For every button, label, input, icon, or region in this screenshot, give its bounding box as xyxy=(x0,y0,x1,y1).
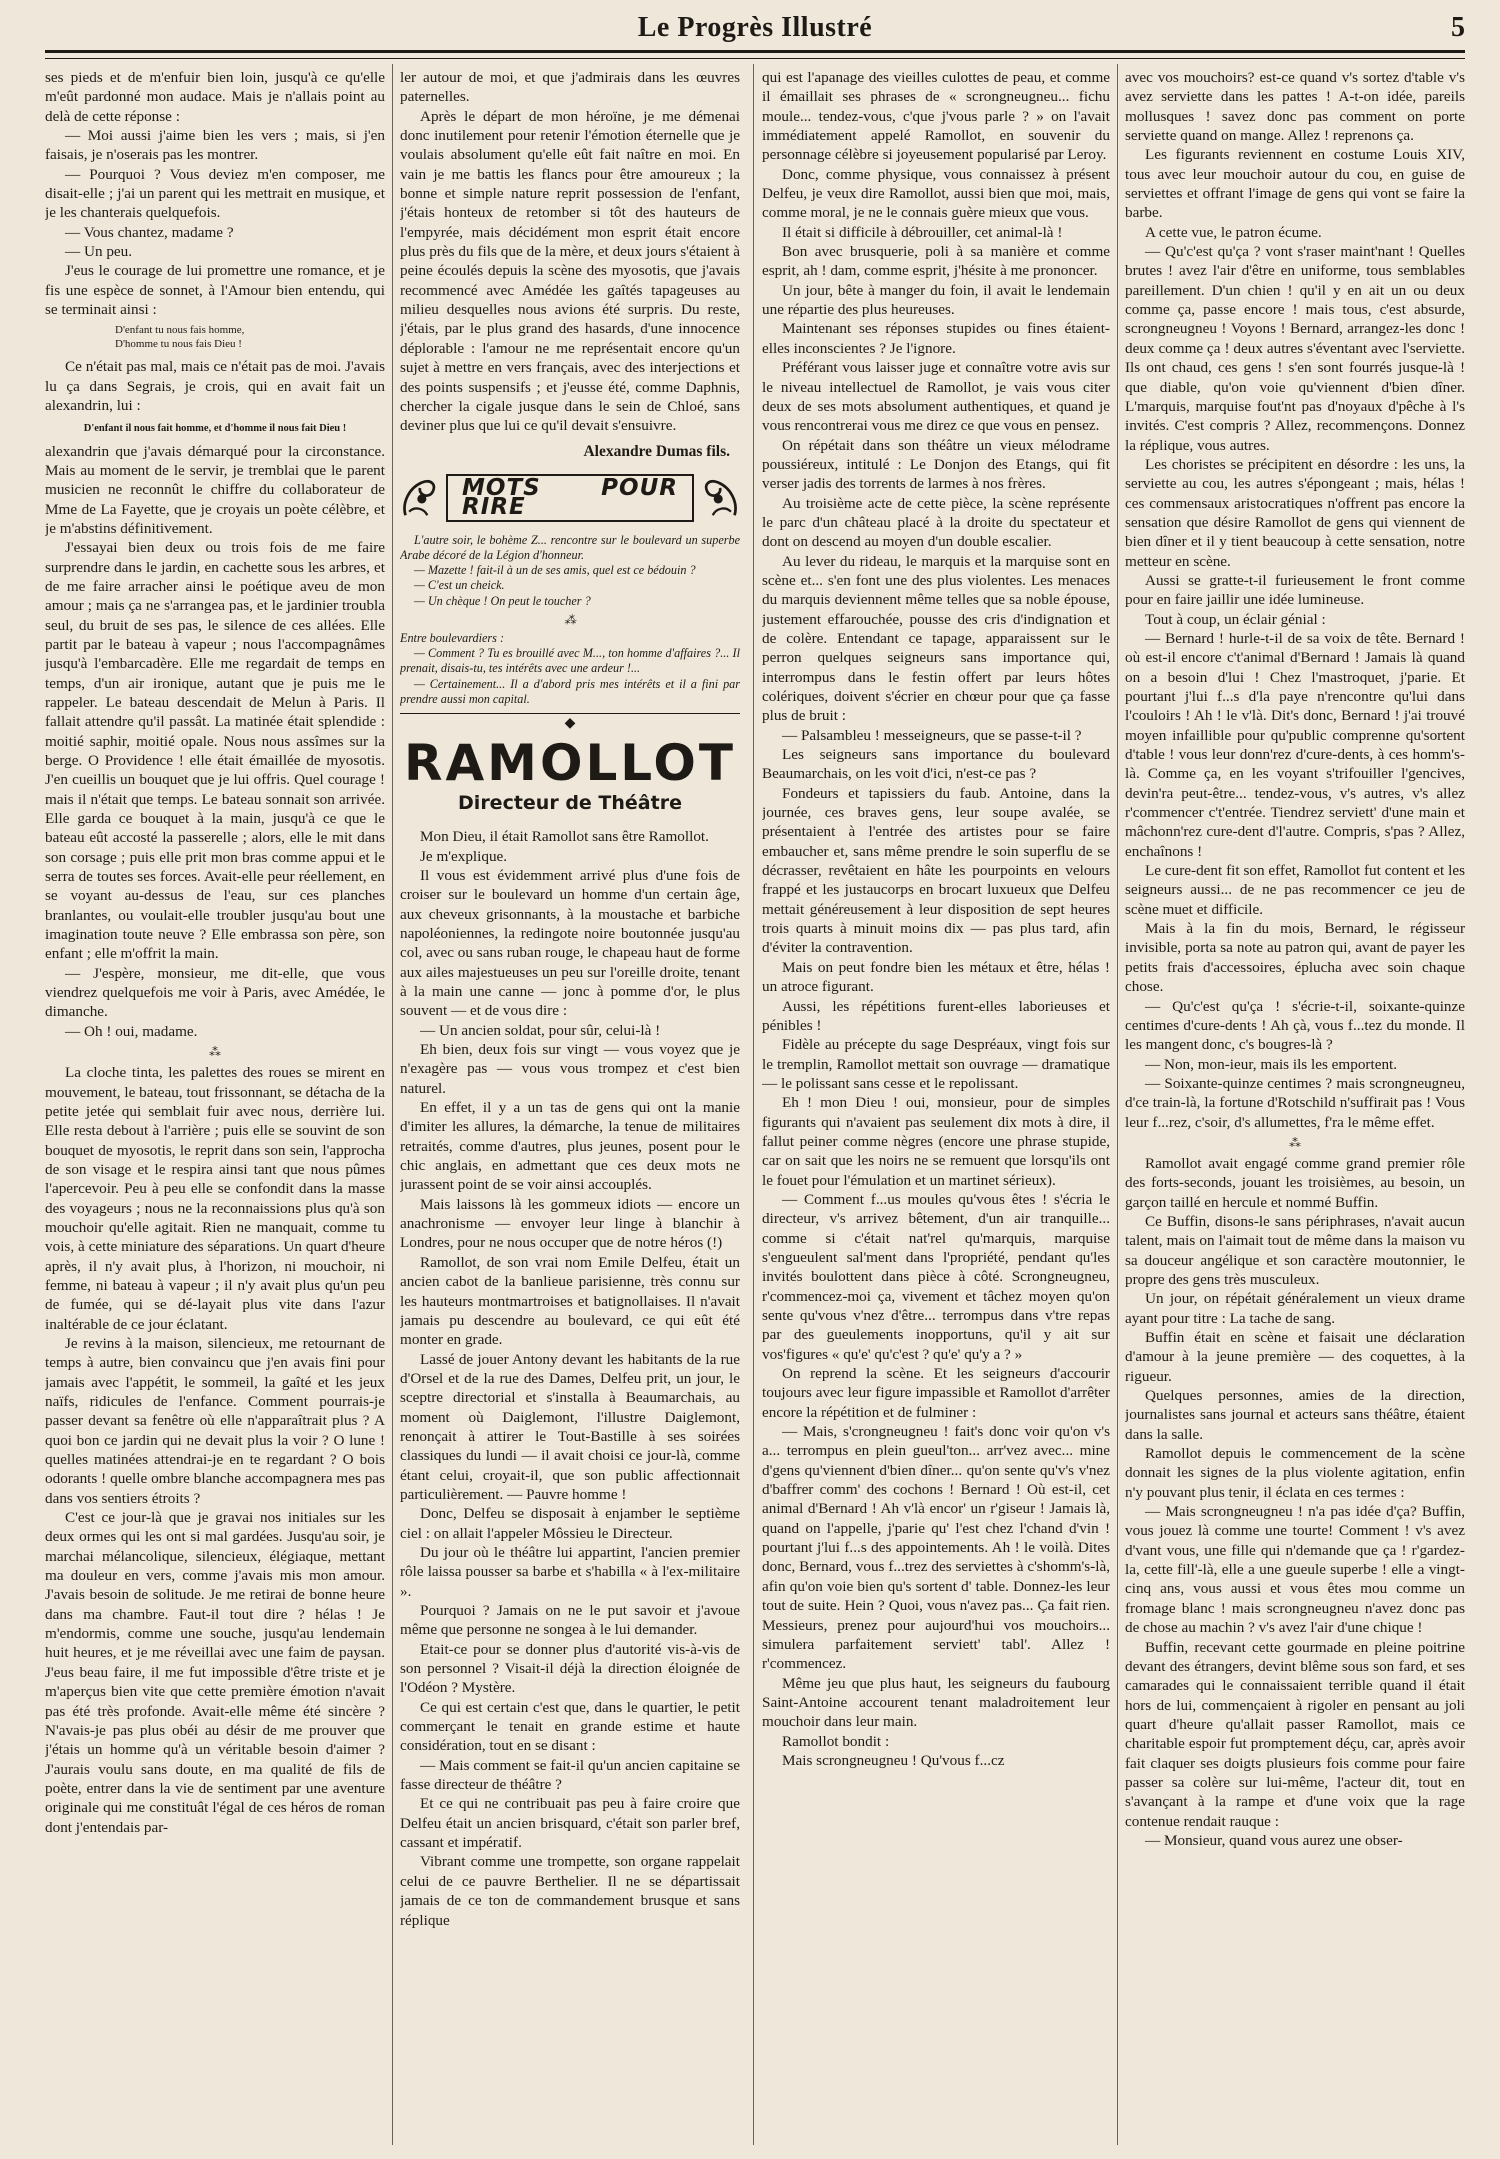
header-rule xyxy=(45,50,1465,59)
paragraph: Ramollot, de son vrai nom Emile Delfeu, était un ancien cabot de la banlieue parisienne, très connu sur les hauteurs montmartroises et batignollaises. Il n'avait jamais pu descendre au boulevard, ce qui eût été monter en grade. xyxy=(400,1253,740,1349)
column-4 xyxy=(1125,68,1465,2145)
paragraph: Préférant vous laisser juge et connaître votre avis sur le niveau intellectuel de Ramollot, je vais vous citer deux de ses mots absolument authentiques, et quand je vous rencontrerai vous me direz ce que vous en pensez. xyxy=(762,359,1110,435)
paragraph: Tout à coup, un éclair génial : xyxy=(1145,610,1326,628)
paragraph: Buffin, recevant cette gourmade en pleine poitrine devant des étrangers, devint blême sous son fard, et ses camarades qui le connaissaient terrible quand il était hors de lui, commençaient à rigoler en pensant au joli quart d'heure qu'allait passer Ramollot, mais ce charitable espoir fut promptement déçu, car, après avoir fait claquer ses doigts plusieurs fois comme pour faire passer sa colère sur lui-même, l'acteur dit, tout en s'avançant à la rampe et d'une voix que la rage contenue rendait rauque : xyxy=(1125,1638,1465,1830)
joke-line: — Comment ? Tu es brouillé avec M..., ton homme d'affaires ?... Il prenait, disais-tu, tes intérêts avec une ardeur !... xyxy=(400,646,740,676)
paragraph: — Moi aussi j'aime bien les vers ; mais, si j'en faisais, je n'oserais pas les montrer. xyxy=(45,127,385,164)
paragraph: — Bernard ! hurle-t-il de sa voix de tête. Bernard ! où est-il encore c't'animal d'Bernard ! Jamais là quand on a besoin d'lui ! Chez l'mastroquet, j'parie. Et pourtant j'lui f...s d'la paye n'rencontre qu'lui dans l'couloirs ! Ah ! le v'là. Dit's donc, Bernard ! j'ai trouvé moyen infaillible pour qu'public comprenne qu'sortent d'table ! vous leur donn'rez d'cure-dents, à ces homm's-là. Comme ça, en les voyant s'trifouiller l'gencives, devin'ra peut-être... tendez-vous, v's autres, v's allez r'commencer c't'entrée. Tiendrez serviett' d'une main et mâchonn'rez cure-dent d'l'autre. Compris, s'pas ? Allez, enchaînons ! xyxy=(1125,629,1465,860)
paragraph: — Monsieur, quand vous aurez une obser- xyxy=(1145,1831,1403,1849)
paragraph: Il vous est évidemment arrivé plus d'une fois de croiser sur le boulevard un homme d'un certain âge, aux cheveux grisonnants, à la moustache et barbiche napoléoniennes, la redingote noire boutonnée jusqu'au col, avec ou sans ruban rouge, le chapeau haut de forme aux ailes majestueuses un peu sur l'oreille droite, tenant à la main une canne — jonc à pomme d'or, le plus souvent — et de vous dire : xyxy=(400,866,740,1020)
paragraph: avec vos mouchoirs? est-ce quand v's sortez d'table v's avez serviette dans les pattes ! A-t-on idée, pareils mollusques ! savez donc pas comment on porte serviette quand on mange. Allez ! reprenons ça. xyxy=(1125,69,1465,145)
column-3 xyxy=(762,68,1110,2145)
section-separator: ◆ xyxy=(400,713,740,733)
paragraph: — Oh ! oui, madame. xyxy=(65,1022,198,1040)
paragraph: Ramollot bondit : xyxy=(782,1732,890,1750)
paragraph: J'essayai bien deux ou trois fois de me faire surprendre dans le jardin, en cachette sous les arbres, et de me faire arracher ainsi le poétique aveu de mon amour ; mais ça ne s'arrangea pas, et le jardinier troubla seul, du bruit de ses pas, le silence de ces allées. Elle partit par le bateau à vapeur ; nous l'accompagnâmes jusqu'à l'embarcadère. Elle me regardait de temps en temps, d'un air ironique, autant que je puis me le rappeler. Le bateau descendait de Melun à Paris. Il fallait attendre qu'il passât. La matinée était splendide : moitié saphir, moitié opale. Nous nous assîmes sur la berge. O Providence ! elle était émaillée de myosotis. J'en cueillis un bouquet que je lui offris. Quel courage ! mais il n'était que temps. Le bateau sonnait son arrivée. Elle garda ce bouquet à la main, jusqu'à ce que le bateau eût accosté la passerelle ; alors, elle le mit dans son corsage ; puis elle prit mon bras comme appui et le serra de toutes ses forces. Avait-elle peur réellement, en se voyant au-dessus de l'eau, sur ces planches branlantes, ou voulait-elle troubler jusqu'au bout une imagination toute neuve ? Elle embrassa son père, son enfant ; elle m'offrit la main. xyxy=(45,539,385,963)
paragraph: — J'espère, monsieur, me dit-elle, que vous viendrez quelquefois me voir à Paris, avec Amédée, le dimanche. xyxy=(45,964,385,1021)
page-number: 5 xyxy=(1451,12,1465,43)
paragraph: Ramollot avait engagé comme grand premier rôle des forts-seconds, jouant les troisièmes, au besoin, un garçon taillé en hercule et nommé Buffin. xyxy=(1125,1154,1465,1211)
paragraph: Les figurants reviennent en costume Louis XIV, tous avec leur mouchoir autour du cou, en guise de serviettes et offrant l'image de gens qui vont se faire la barbe. xyxy=(1125,146,1465,222)
paragraph: Aussi, les répétitions furent-elles laborieuses et pénibles ! xyxy=(762,997,1110,1034)
paragraph: Ce Buffin, disons-le sans périphrases, n'avait aucun talent, mais on l'aimait tout de même dans la maison vu sa douceur angélique et son caractère moutonnier, le propre des gens très musculeux. xyxy=(1125,1212,1465,1288)
paragraph: Bon avec brusquerie, poli à sa manière et comme esprit, ah ! dam, comme esprit, j'hésite à me prononcer. xyxy=(762,243,1110,280)
paragraph: Buffin était en scène et faisait une déclaration d'amour à la jeune première — des coquettes, à la rigueur. xyxy=(1125,1329,1465,1385)
paragraph: On répétait dans son théâtre un vieux mélodrame poussiéreux, intitulé : Le Donjon des Etangs, qui fit verser jadis des torrents de larmes à nos frères. xyxy=(762,436,1110,493)
paragraph: Aussi se gratte-t-il furieusement le front comme pour en faire jaillir une idée lumineuse. xyxy=(1125,571,1465,609)
paragraph: Le cure-dent fit son effet, Ramollot fut content et les seigneurs aussi... de ne pas recommencer ce jeu de scène muet et difficile. xyxy=(1125,862,1465,918)
paragraph: Après le départ de mon héroïne, je me démenai donc inutilement pour retenir l'émotion éternelle que je voulais absolument qu'elle eût fait naître en moi. En vain je me battis les flancs pour être amoureux ; la bonne et simple nature reprit possession de l'enfant, j'étais honteux de retomber si tôt des hauteurs de l'empyrée, mais décidément mon esprit était encore plus près du fils que de la mère, et deux jours s'étaient à peine écoulés depuis la scène des myosotis, que j'avais recommencé avec Amédée les gaîtés tapageuses au milieu desquelles nous avions été surpris. Du reste, j'étais, par le plus grand des hasards, d'une innocence déplorable : l'amour ne me représentait encore qu'un sujet à mettre en vers français, avec des interjections et des points suspensifs ; et j'eusse été, comme Daphnis, chercher la cigale jusque dans le sein de Chloé, sans deviner plus que lui ce qu'il devait s'ensuivre. xyxy=(400,107,740,435)
paragraph: Les choristes se précipitent en désordre : les uns, la serviette au cou, les autres s'épongeant ; mais, hélas ! ces commensaux aristocratiques n'offrent pas encore la sensation que désire Ramollot de gens qui viennent de bien dîner et il y tient beaucoup à cette sensation, notre metteur en scène. xyxy=(1125,455,1465,570)
paragraph: Eh bien, deux fois sur vingt — vous voyez que je n'exagère pas — vous vous trompez et c'est bien naturel. xyxy=(400,1041,740,1097)
paragraph: Fondeurs et tapissiers du faub. Antoine, dans la journée, ces braves gens, leur soupe avalée, se présentaient à l'entrée des artistes pour se faire embaucher et, sans même prendre le soin superflu de se décrasser, revêtaient en hâte les pourpoints en velours frappé et les justaucorps en brocart luxueux que Delfeu mettait généreusement à leur disposition de sept heures trois quarts à minuit moins dix — pas plus tard, afin d'éviter la contravention. xyxy=(762,784,1110,957)
paragraph: Pourquoi ? Jamais on ne le put savoir et j'avoue même que personne ne songea à le lui demander. xyxy=(400,1602,740,1639)
paragraph: — Mais comment se fait-il qu'un ancien capitaine se fasse directeur de théâtre ? xyxy=(400,1756,740,1794)
verse-line: D'enfant tu nous fais homme, xyxy=(115,324,245,337)
paragraph: ses pieds et de m'enfuir bien loin, jusqu'à ce qu'elle m'eût pardonné mon audace. Mais je n'allais point au delà de cette réponse : xyxy=(45,69,385,125)
ornament-left-icon xyxy=(400,473,440,523)
paragraph: Les seigneurs sans importance du boulevard Beaumarchais, on les voit d'ici, n'est-ce pas ? xyxy=(762,746,1110,783)
paragraph: alexandrin que j'avais démarqué pour la circonstance. Mais au moment de le servir, je tremblai que le parent musicien ne reconnût le chiffre du collaborateur de Mme de La Fayette, que je croyais un poète célèbre, et je m'abstins définitivement. xyxy=(45,442,385,537)
paragraph: Même jeu que plus haut, les seigneurs du faubourg Saint-Antoine accourent tenant maladroitement leur mouchoir dans leur main. xyxy=(762,1674,1110,1731)
paragraph: Du jour où le théâtre lui appartint, l'ancien premier rôle laissa pousser sa barbe et s'habilla « à l'ex-militaire ». xyxy=(400,1543,740,1600)
paragraph: Quelques personnes, amies de la direction, journalistes sans journal et acteurs sans théâtre, étaient dans la salle. xyxy=(1125,1387,1465,1443)
paragraph: — Qu'c'est qu'ça ? vont s'raser maint'nant ! Quelles brutes ! avez l'air d'être en uniforme, tous semblables pareillement. D'un chien ! qu'il y en ait un ou deux comme ça, passe encore ! mais tous, c'est absurde, scrongneugneu ! Voyons ! Bernard, arrangez-les donc ! deux comme ça ! deux autres s'éventant avec l'serviette. Ils ont chaud, ces gens ! s'en sont fourrés jusque-là ! que diable, qu'on voie qu'viennent d'bien dîner. L'marquis, marquise fout'nt pas d'noyaux d'pêche à l's invités. C'est compris ? Allez, recommençons. Donnez la réplique, vous autres. xyxy=(1125,243,1465,454)
ornament-right-icon xyxy=(700,473,740,523)
paragraph: — Comment f...us moules qu'vous êtes ! s'écria le directeur, v's arrivez bêtement, d'un air tranquille... comme si c'était nat'rel qu'marquis, marquise s'engueulent sal'ment dans l'propriété, pendant qu'les invités boulottent dans pièce à côté. Scrongneugneu, r'commencez-moi ça, vivement et tâchez moyen qu'on sente qu'vous v'nez d'être... terrompus dans v'tre repas par des gueulements inopportuns, qu'il y ait sur vos'figures « qu'e' qu'c'est ? qu'e' qu'y a ? » xyxy=(762,1190,1110,1363)
paragraph: Mais on peut fondre bien les métaux et être, hélas ! un atroce figurant. xyxy=(762,958,1110,996)
joke-line: — Mazette ! fait-il à un de ses amis, quel est ce bédouin ? xyxy=(414,563,696,578)
paragraph: — Soixante-quinze centimes ? mais scrongneugneu, d'ce train-là, la fortune d'Rotschild n'suffirait pas ! Vous leur f...rez, c'soir, d's allumettes, f'ra le même effet. xyxy=(1125,1074,1465,1131)
paragraph: J'eus le courage de lui promettre une romance, et je fis une espèce de sonnet, à l'Amour bien entendu, qui se terminait ainsi : xyxy=(45,262,385,319)
paragraph: ler autour de moi, et que j'admirais dans les œuvres paternelles. xyxy=(400,69,740,106)
column-1 xyxy=(45,68,385,2145)
paragraph: Mais à la fin du mois, Bernard, le régisseur invisible, porta sa note au patron qui, avant de payer les petits frais d'accessoires, épluchа avec soin chaque chose. xyxy=(1125,920,1465,996)
paragraph: Fidèle au précepte du sage Despréaux, vingt fois sur le tremplin, Ramollot mettait son ouvrage — dramatique — le polissant sans cesse et le repolissant. xyxy=(762,1036,1110,1092)
paragraph: Ramollot depuis le commencement de la scène donnait les signes de la plus violente agitation, enfin n'y pouvant plus tenir, il éclata en ces termes : xyxy=(1125,1445,1465,1501)
page-header xyxy=(45,8,1465,52)
mots-pour-rire-title: MOTS POUR RIRE xyxy=(446,474,694,523)
paragraph: Un jour, bête à manger du foin, il avait le lendemain une répartie des plus heureuses. xyxy=(762,281,1110,319)
paragraph: En effet, il y a un tas de gens qui ont la manie d'imiter les allures, la démarche, la tenue de militaires retraités, comme d'autres, plus jeunes, posent pour le chic anglais, en admettant que ces deux mots ne jurassent point de se voir ainsi accouplés. xyxy=(400,1099,740,1194)
joke-line: Entre boulevardiers : xyxy=(400,630,505,645)
paragraph: — Un peu. xyxy=(65,243,133,261)
author-signature: Alexandre Dumas fils. xyxy=(583,442,730,460)
joke-line: — Un chèque ! On peut le toucher ? xyxy=(414,593,591,608)
column-divider xyxy=(392,64,393,2145)
paragraph: — Mais scrongneugneu ! n'a pas idée d'ça? Buffin, vous jouez là comme une tourte! Comment ! v's avez d'vant vous, une fille qui n'demande que ça ! r'gardez-la, cette fill'-là, elle a une gueule superbe ! elle a vingt-cinq ans, vous aussi et vous êtes mou comme un fromage blanc ! mais scrongneugneu n'avez donc pas de chose au machin ? v's avez l'air d'une chique ! xyxy=(1125,1503,1465,1637)
ramollot-subheadline: Directeur de Théâtre xyxy=(458,792,682,815)
paragraph: Lassé de jouer Antony devant les habitants de la rue d'Orsel et de la rue des Dames, Delfeu prit, un jour, le sceptre directorial et s'installa à Beaumarchais, au moment où Daiglemont, l'illustre Daiglemont, renonçait à attirer le Tout-Bastille à ses soirées classiques du lundi — il avait choisi ce jour-là, comme étant celui, croyait-il, que son public affectionnait particulièrement. — Pauvre homme ! xyxy=(400,1350,740,1503)
paragraph: — Vous chantez, madame ? xyxy=(65,223,234,241)
paragraph: qui est l'apanage des vieilles culottes de peau, et comme il émaillait ses phrases de « scrongneugneu... fichu moule... tendez-vous, c'que j'vous parle ? » on l'avait immédiatement appelé Ramollot, en souvenir du personnage célèbre si joyeusement popularisé par Leroy. xyxy=(762,69,1110,164)
column-divider xyxy=(753,64,754,2145)
paragraph: — Qu'c'est qu'ça ! s'écrie-t-il, soixante-quinze centimes d'cure-dents ! Ah çà, vous f...tez du monde. Il les mangent donc, c's bougres-là ? xyxy=(1125,997,1465,1054)
paragraph: Ce qui est certain c'est que, dans le quartier, le petit commerçant le tenait en grande estime et haute considération, tout en se disant : xyxy=(400,1698,740,1755)
verse-line: D'homme tu nous fais Dieu ! xyxy=(115,338,242,351)
asterism-separator: ⁂ xyxy=(564,612,576,627)
paragraph: La cloche tinta, les palettes des roues se mirent en mouvement, le bateau, tout frissonnant, se détacha de la petite jetée qui semblait fuir avec nous, derrière lui. Elle resta debout à l'arrière ; puis elle se souvint de son bouquet de myosotis, le reprit dans son sein, l'approcha de son visage et le respira ainsi tant que nous pûmes l'apercevoir. Peu à peu elle se confondit dans la masse des voyageurs ; nous ne la reconnaissions plus qu'à son mouchoir qu'elle agitait. Rien ne manquait, comme tu vois, à cette miniature des séparations. Un quart d'heure après, il n'y avait plus, à l'horizon, ni mouchoir, ni femme, ni bateau à vapeur ; il n'y avait plus qu'un peu de fumée, qui se dé-layait plus vite dans l'azur inaltérable de ce jour éclatant. xyxy=(45,1064,385,1333)
joke-line: — C'est un cheick. xyxy=(414,578,505,593)
paragraph: — Non, mon-ieur, mais ils les emportent. xyxy=(1145,1055,1398,1073)
paragraph: Et ce qui ne contribuait pas peu à faire croire que Delfeu était un ancien brisquard, c'était son parler bref, cassant et impératif. xyxy=(400,1795,740,1852)
paragraph: C'est ce jour-là que je gravai nos initiales sur les deux ormes qui les ont si mal gardées. Jusqu'au soir, je marchai mélancolique, silencieux, élégiaque, mettant ma douleur en vers, comme j'avais mis mon amour. J'avais besoin de solitude. Je me retirai de bonne heure dans ma chambre. Faut-il tout dire ? hélas ! Je m'endormis, comme une souche, jusqu'au lendemain huit heures, et je me réveillai avec une faim de paysan. J'eus beau faire, il me fut impossible d'être triste et je m'aperçus bien vite que cette première émotion n'avait pas été très profonde. Avait-elle même été sincère ? N'avais-je pas plus obéi au désir de me prouver que j'étais un homme qu'à un véritable besoin d'aimer ? J'aurais voulu sans doute, en ma qualité de fils de poète, entrer dans la vie de sentiment par une aventure originale qui me constituât l'égal de ces héros de roman dont j'entendais par- xyxy=(45,1509,385,1836)
ramollot-headline: RAMOLLOT xyxy=(403,734,736,793)
column-2 xyxy=(400,68,740,2145)
paragraph: Ce n'était pas mal, mais ce n'était pas de moi. J'avais lu ça dans Segrais, je crois, qui en avait fait un alexandrin, lui : xyxy=(45,358,385,415)
paragraph: Au troisième acte de cette pièce, la scène représente le parc d'un château placé à la droite du spectateur et dont on descend au moyen d'un double escalier. xyxy=(762,494,1110,551)
paragraph: Je m'explique. xyxy=(420,847,508,865)
paragraph: Au lever du rideau, le marquis et la marquise sont en scène et... s'en font une des plus violentes. Les menaces du marquis deviennent même telles que sa noble épouse, justement effarouchée, pousse des cris d'indignation et de colère. Entendant ce tapage, apparaissent sur le perron quelques seigneurs sans importance qui, interrompus dans le festin offert par leurs hôtes colériques, doivent s'écrier en chœur pour que ça fasse plus de bruit : xyxy=(762,552,1110,725)
paragraph: Maintenant ses réponses stupides ou fines étaient-elles inconscientes ? Je l'ignore. xyxy=(762,320,1110,357)
column-divider xyxy=(1117,64,1118,2145)
paragraph: A cette vue, le patron écume. xyxy=(1145,223,1322,241)
paragraph: — Palsambleu ! messeigneurs, que se passe-t-il ? xyxy=(782,726,1082,744)
asterism-separator: ⁂ xyxy=(1289,1135,1301,1150)
paragraph: — Pourquoi ? Vous deviez m'en composer, me disait-elle ; j'ai un parent qui les mettrait en musique, et je les chanterais quelquefois. xyxy=(45,165,385,222)
paragraph: Etait-ce pour se donner plus d'autorité vis-à-vis de son personnel ? Visait-il déjà la direction éloignée de l'Odéon ? Mystère. xyxy=(400,1640,740,1697)
verse-quote xyxy=(115,323,385,351)
paragraph: Vibrant comme une trompette, son organe rappelait celui de ce pauvre Berthelier. Il ne se départissait jamais de ce ton de commandement brusque et sans réplique xyxy=(400,1853,740,1929)
paragraph: Donc, Delfeu se disposait à enjamber le septième ciel : on allait l'appeler Môssieu le Directeur. xyxy=(400,1505,740,1542)
running-title: Le Progrès Illustré xyxy=(637,12,873,43)
paragraph: On reprend la scène. Et les seigneurs d'accourir toujours avec leur figure impassible et Ramollot d'arrêter encore la répétition et de fulminer : xyxy=(762,1365,1110,1421)
asterism-separator: ⁂ xyxy=(209,1045,221,1060)
paragraph: Mon Dieu, il était Ramollot sans être Ramollot. xyxy=(420,828,709,846)
mots-pour-rire-banner xyxy=(400,469,740,527)
paragraph: Mais scrongneugneu ! Qu'vous f...cz xyxy=(782,1751,1005,1769)
paragraph: Il était si difficile à débrouiller, cet animal-là ! xyxy=(782,223,1063,241)
paragraph: Donc, comme physique, vous connaissez à présent Delfeu, je veux dire Ramollot, aussi bien que moi, mais, comme moral, je ne le connais guère mieux que vous. xyxy=(762,165,1110,222)
paragraph: — Un ancien soldat, pour sûr, celui-là ! xyxy=(420,1021,661,1039)
paragraph: Un jour, on répétait généralement un vieux drame ayant pour titre : La tache de sang. xyxy=(1125,1290,1465,1327)
alexandrine-quote: D'enfant il nous fait homme, et d'homme il nous fait Dieu ! xyxy=(83,422,347,434)
paragraph: Je revins à la maison, silencieux, me retournant de temps à autre, bien convaincu que j'en avais fini pour jamais avec l'appétit, le sommeil, la gaîté et les jeux naïfs, ridicules de l'enfance. Comment pourrais-je passer devant sa fenêtre où elle n'apparaîtrait plus ? A quoi bon ce jardin qui ne devait plus la voir ? O lune ! quelles matinées attendrai-je en te regardant ? O bois odorants ! quelle ombre blanche accompagnera mes pas dans vos sentiers étroits ? xyxy=(45,1334,385,1507)
paragraph: Mais laissons là les gommeux idiots — encore un anachronisme — envoyer leur linge à blanchir à Londres, pour ne nous occuper que de notre héros (!) xyxy=(400,1195,740,1252)
paragraph: — Mais, s'crongneugneu ! fait's donc voir qu'on v's a... terrompus en plein gueul'ton... arr'vez avec... mine d'gens qu'viennent d'bien dîner... qu'on sente qu'v's v'nez d'baffrer comm' des cochons ! Bernard ! Où est-il, cet animal d'Bernard ! Ah v'là encor' un r'giseur ! Jamais là, quand on l'appelle, j'parie qu' l'est chez l'chand d'vin ! pourtant j'lui f...s des appointements. Ah ! le voilà. Dites donc, Bernard, vous f...trez des serviettes à c'shomm's-là, afin qu'on voie bien qu's sortent d' table. Donnez-les leur tout de suite. Hein ? Quoi, vous n'avez pas... Ça fait rien. Messieurs, prenez pour aujourd'hui vos mouchoirs... simulera parfaitement serviett' tabl'. Allez ! r'commencez. xyxy=(762,1423,1110,1673)
joke-line: L'autre soir, le bohème Z... rencontre sur le boulevard un superbe Arabe décoré de la Légion d'honneur. xyxy=(400,532,740,563)
paragraph: Eh ! mon Dieu ! oui, monsieur, pour de simples figurants qui n'avaient pas seulement dix mots à dire, il fallut peiner comme nègres (encore une phrase stupide, car on sait que les noirs ne se remuent que lorsqu'ils ont le fouet pour l'émulation et un martinet sérieux). xyxy=(762,1094,1110,1189)
mots-pour-rire-jokes xyxy=(400,533,740,707)
joke-line: — Certainement... Il a d'abord pris mes intérêts et il a fini par prendre aussi mon capital. xyxy=(400,676,740,706)
